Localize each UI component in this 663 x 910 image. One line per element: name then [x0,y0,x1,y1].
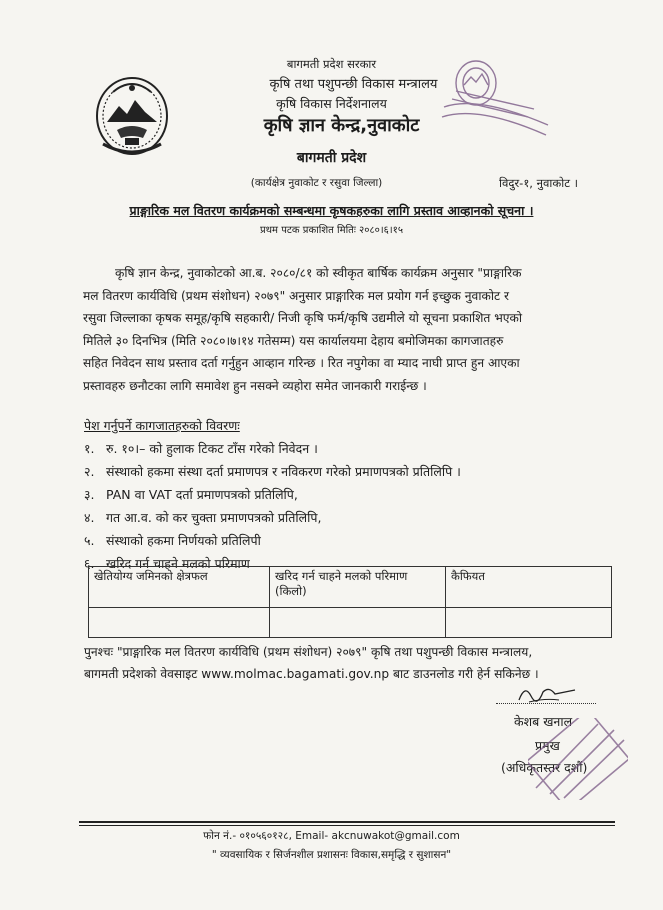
table-cell [270,608,446,638]
documents-heading: पेश गर्नुपर्ने कागजातहरुको विवरणः [84,418,240,433]
column-header-quantity [270,567,446,608]
footer-divider [79,821,615,823]
column-header-land-area: खेतियोग्य जमिनको क्षेत्रफल [89,567,270,608]
signatory-role: प्रमुख [535,738,560,753]
list-item-number: ३. [84,487,95,502]
quantity-header-text: खरिद गर्न चाहने मलको परिमाण [275,569,408,583]
table-cell [89,608,270,638]
list-item [84,506,461,529]
list-item-text: संस्थाको हकमा निर्णयको प्रतिलिपी [106,533,261,548]
quantity-unit-text: (किलो) [275,584,307,598]
office-name: कृषि ज्ञान केन्द्र,नुवाकोट [263,115,420,136]
list-item [84,483,461,506]
body-line: रसुवा जिल्लाका कृषक समूह/कृषि सहकारी/ निजी कृषि फर्म/कृषि उद्यमीले यो सूचना प्रकाशित भएको [83,311,523,326]
list-item-text: PAN वा VAT दर्ता प्रमाणपत्रको प्रतिलिपि, [106,487,298,502]
postscript-line: पुनश्चः "प्राङ्गारिक मल वितरण कार्यविधि (प्रथम संशोधन) २०७९" कृषि तथा पशुपन्छी विकास मन्त्रालय, [84,645,533,659]
postscript-note [84,641,612,685]
signatory-title: (अधिकृतस्तर दशौं) [501,760,588,775]
list-item-text: रु. १०।– को हुलाक टिकट टाँस गरेको निवेदन । [106,441,318,456]
body-line: प्रस्तावहरु छनौटका लागि समावेश हुन नसक्ने व्यहोरा समेत जानकारी गराईन्छ । [83,378,427,393]
list-item-number: १. [84,441,95,456]
jurisdiction-note: (कार्यक्षेत्र नुवाकोट र रसुवा जिल्ला) [250,177,383,189]
body-line: मल वितरण कार्यविधि (प्रथम संशोधन) २०७९" अनुसार प्राङ्गारिक मल प्रयोग गर्न इच्छुक नुवाकोट र [83,288,510,303]
fertilizer-request-table [88,566,612,638]
signatory-stamp [528,718,628,800]
table-header-row [89,567,612,608]
list-item-text: संस्थाको हकमा संस्था दर्ता प्रमाणपत्र र नविकरण गरेको प्रमाणपत्रको प्रतिलिपि । [106,464,461,479]
notice-title: प्राङ्गारिक मल वितरण कार्यक्रमको सम्बन्धमा कृषकहरुका लागि प्रस्ताव आव्हानको सूचना । [129,203,534,218]
footer-divider-thin [79,825,615,826]
body-line: सहित निवेदन साथ प्रस्ताव दर्ता गर्नुहुन आव्हान गरिन्छ । रित नपुगेका वा म्याद नाघी प्राप्त हुन आएका [83,356,520,371]
body-line: मितिले ३० दिनभित्र (मिति २०८०।७।१४ गतेसम्म) यस कार्यालयमा देहाय बमोजिमका कागजातहरु [83,333,504,348]
publication-date: प्रथम पटक प्रकाशित मितिः २०८०।६।१५ [259,225,404,236]
list-item-number: ६. [84,556,95,571]
signature-line [496,703,596,704]
list-item-number: ५. [84,533,95,548]
documents-list [84,437,461,575]
directorate-name: कृषि विकास निर्देशनालय [276,96,387,111]
list-item-text: खरिद गर्न चाहने मलको परिमाण [106,556,250,571]
government-name: बागमती प्रदेश सरकार [286,57,377,71]
body-line: कृषि ज्ञान केन्द्र, नुवाकोटको आ.ब. २०८०/८१ को स्वीकृत बार्षिक कार्यक्रम अनुसार "प्राङ्गारिक [115,266,522,280]
list-item [84,529,461,552]
list-item-number: ४. [84,510,95,525]
office-motto: " व्यवसायिक र सिर्जनशील प्रशासनः विकास,समृद्धि र सुशासन" [211,849,452,861]
contact-info: फोन नं.- ०१०५६०१२८, Email- akcnuwakot@gmail.com [203,830,460,842]
ministry-name: कृषि तथा पशुपन्छी विकास मन्त्रालय [269,77,438,92]
list-item-number: २. [84,464,95,479]
list-item [84,437,461,460]
table-row [89,608,612,638]
column-header-remarks: कैफियत [446,567,612,608]
list-item [84,460,461,483]
list-item-text: गत आ.व. को कर चुक्ता प्रमाणपत्रको प्रतिलिपि, [106,510,322,525]
notice-body [83,262,611,398]
province-name: बागमती प्रदेश [296,150,367,166]
office-location: विदुर-१, नुवाकोट । [499,176,578,190]
signatory-name: केशब खनाल [514,714,573,729]
postscript-line: बागमती प्रदेशको वेवसाइट www.molmac.bagamati.gov.np बाट डाउनलोड गरी हेर्न सकिनेछ । [84,667,539,681]
table-cell [446,608,612,638]
